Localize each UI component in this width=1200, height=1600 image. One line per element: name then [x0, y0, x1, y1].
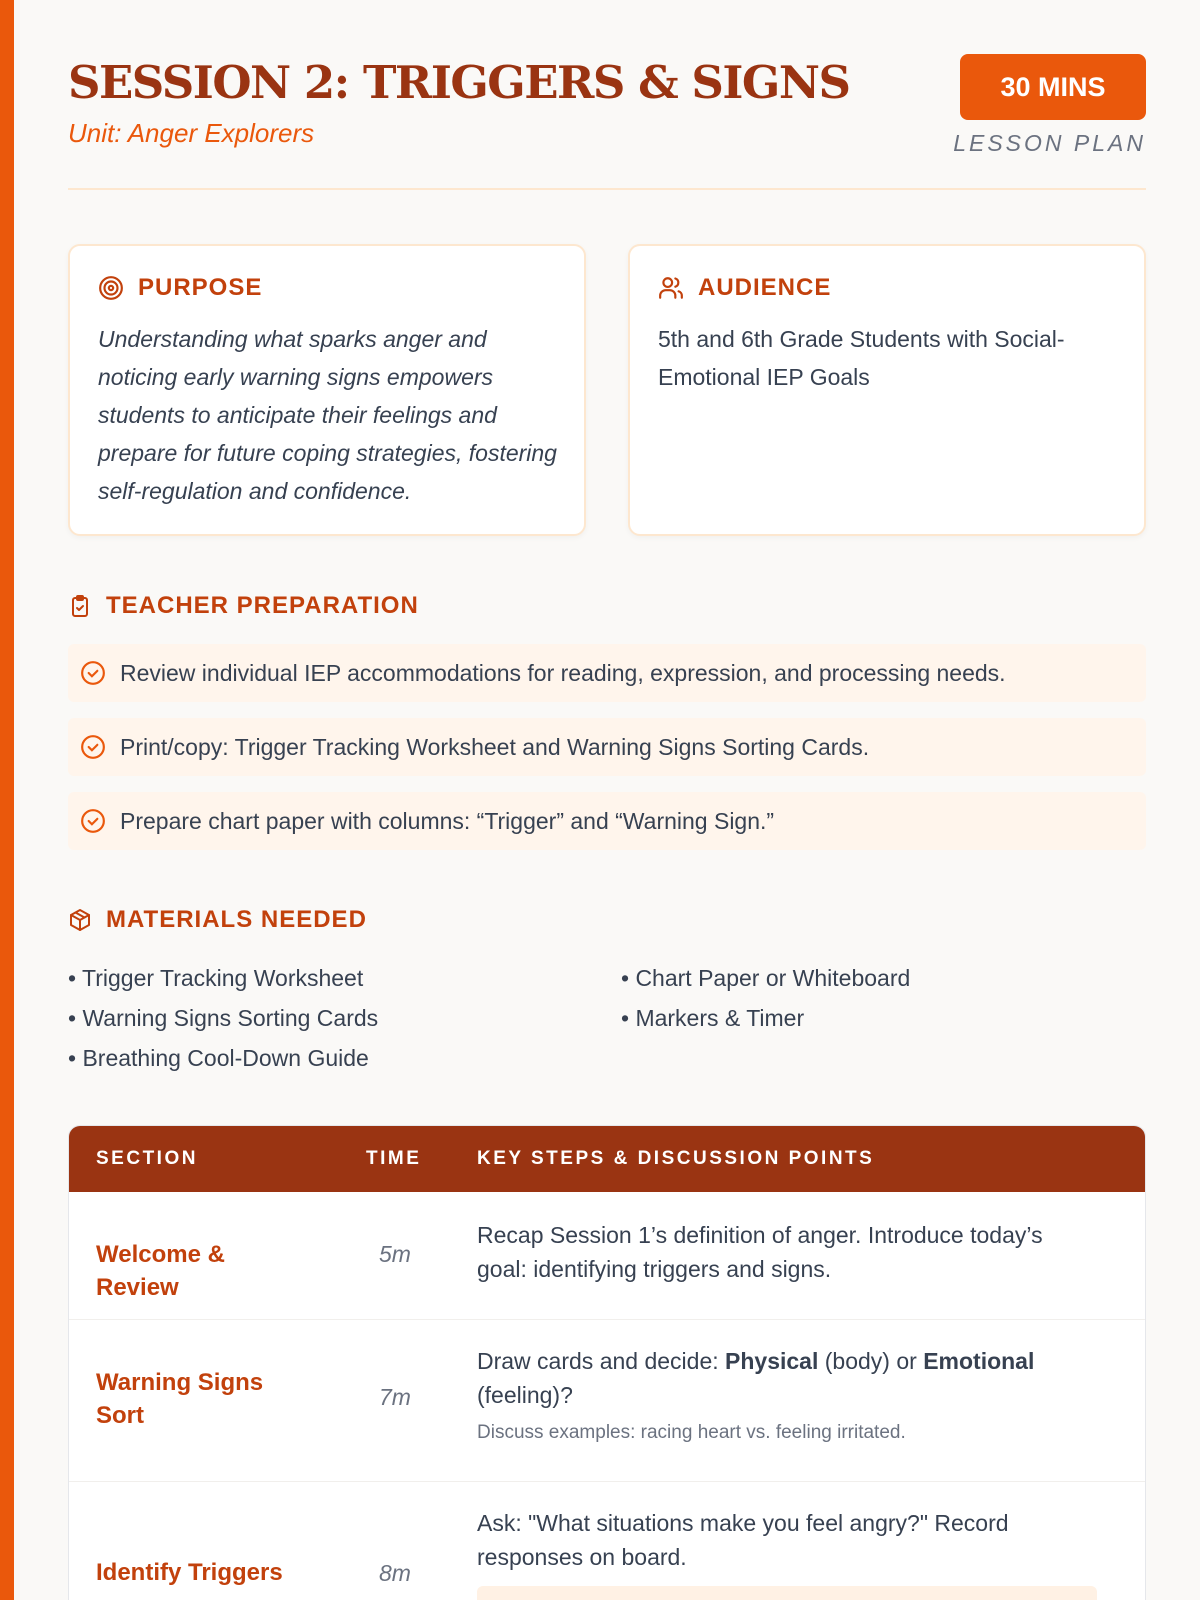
duration-badge: 30 MINS — [960, 54, 1146, 120]
list-item: • Trigger Tracking Worksheet — [68, 965, 364, 991]
row-section: Welcome & Review — [96, 1241, 225, 1301]
column-header-section: SECTION — [96, 1148, 198, 1169]
list-item — [68, 792, 1146, 850]
check-circle-icon — [80, 660, 106, 686]
list-item: • Warning Signs Sorting Cards — [68, 1005, 379, 1031]
row-time: 8m — [379, 1560, 411, 1586]
list-item: • Markers & Timer — [621, 1005, 805, 1031]
info-cards — [68, 244, 1146, 536]
materials-column-2 — [621, 958, 1121, 1038]
row-steps — [477, 1344, 1097, 1446]
steps-text-post: (feeling)? — [477, 1382, 573, 1408]
purpose-heading — [98, 274, 262, 302]
row-note: Discuss examples: racing heart vs. feeling irritated. — [477, 1422, 906, 1443]
materials-heading — [68, 906, 367, 934]
clipboard-check-icon — [68, 593, 92, 619]
column-header-time: TIME — [366, 1148, 422, 1169]
check-circle-icon — [80, 734, 106, 760]
preparation-heading — [68, 592, 419, 620]
prep-item-text: Prepare chart paper with columns: “Trigger” and “Warning Sign.” — [120, 807, 775, 834]
list-item: • Chart Paper or Whiteboard — [621, 965, 911, 991]
audience-text: 5th and 6th Grade Students with Social-Emotional IEP Goals — [658, 326, 1065, 390]
column-header-steps: KEY STEPS & DISCUSSION POINTS — [477, 1148, 875, 1169]
row-time: 5m — [379, 1241, 411, 1267]
purpose-card — [68, 244, 586, 536]
prep-item-text: Review individual IEP accommodations for reading, expression, and processing needs. — [120, 659, 1006, 686]
table-header — [69, 1126, 1145, 1192]
header — [68, 0, 1146, 190]
row-steps — [477, 1506, 1097, 1600]
row-steps-text: Ask: "What situations make you feel angry?" Record responses on board. — [477, 1510, 1009, 1570]
row-section: Warning Signs Sort — [96, 1369, 264, 1429]
audience-heading-label: AUDIENCE — [698, 274, 832, 301]
page-title: SESSION 2: TRIGGERS & SIGNS — [68, 56, 850, 109]
audience-heading — [658, 274, 831, 302]
doc-type-label: LESSON PLAN — [953, 130, 1146, 156]
materials-heading-label: MATERIALS NEEDED — [106, 906, 367, 933]
row-time: 7m — [379, 1384, 411, 1410]
row-steps: Recap Session 1’s definition of anger. Introduce today’s goal: identifying triggers and signs. — [477, 1222, 1043, 1282]
purpose-text: Understanding what sparks anger and noticing early warning signs empowers students to anticipate their feelings and prepare for future coping strategies, fostering self-regulation and confidence. — [98, 326, 557, 504]
list-item: • Breathing Cool-Down Guide — [68, 1045, 369, 1071]
unit-subtitle: Unit: Anger Explorers — [68, 118, 315, 148]
row-steps-text — [477, 1344, 1097, 1412]
check-circle-icon — [80, 808, 106, 834]
table-row — [69, 1192, 1145, 1320]
preparation-list — [68, 644, 1146, 866]
steps-text-pre: Draw cards and decide: — [477, 1348, 726, 1374]
list-item — [68, 644, 1146, 702]
steps-bold-emotional: Emotional — [923, 1348, 1035, 1374]
table-row — [69, 1482, 1145, 1600]
list-item — [68, 718, 1146, 776]
steps-text-mid: (body) or — [818, 1348, 924, 1374]
lesson-plan-page — [68, 0, 1146, 1586]
audience-card — [628, 244, 1146, 536]
purpose-heading-label: PURPOSE — [138, 274, 263, 301]
package-icon — [68, 907, 92, 933]
target-icon — [98, 275, 124, 301]
prep-item-text: Print/copy: Trigger Tracking Worksheet and Warning Signs Sorting Cards. — [120, 733, 870, 760]
steps-bold-physical: Physical — [725, 1348, 819, 1374]
table-row — [69, 1320, 1145, 1482]
lesson-schedule-table — [68, 1125, 1146, 1600]
users-icon — [658, 275, 684, 301]
row-section: Identify Triggers — [96, 1559, 283, 1586]
accent-side-bar — [0, 0, 14, 1600]
highlight-box — [477, 1586, 1097, 1600]
preparation-heading-label: TEACHER PREPARATION — [106, 592, 419, 619]
materials-column-1 — [68, 958, 568, 1078]
